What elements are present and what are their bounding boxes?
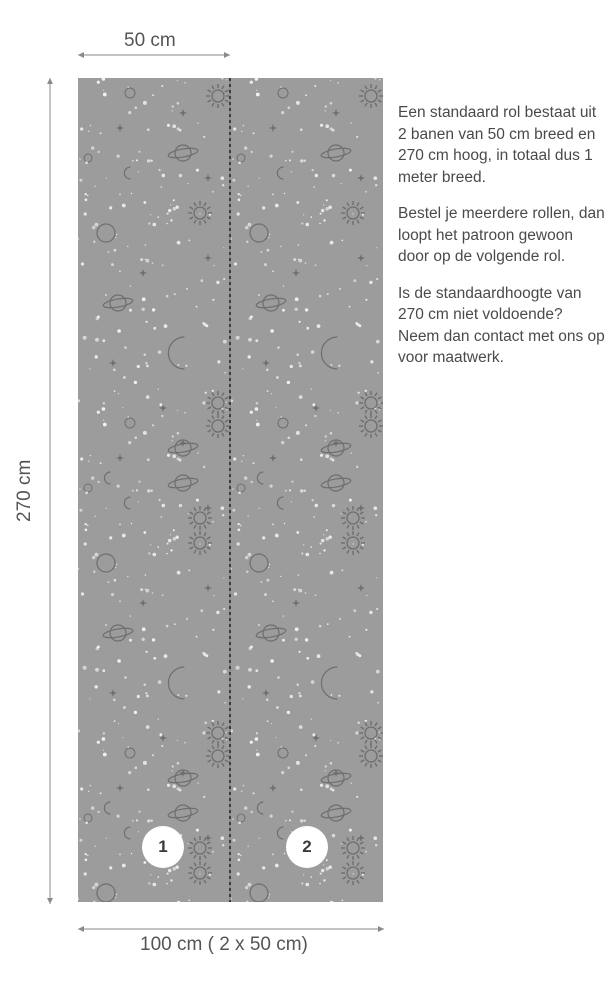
crescent-moon-icon — [257, 472, 263, 484]
crescent-moon-icon — [124, 167, 130, 179]
planet-icon — [256, 625, 287, 641]
width-dimension-label: 50 cm — [124, 30, 176, 51]
star-icon — [292, 599, 300, 607]
sun-icon — [206, 414, 230, 438]
sun-icon — [188, 531, 212, 555]
panel-number-badge-2: 2 — [286, 826, 328, 868]
star-icon — [116, 124, 124, 132]
wallpaper-panel-1 — [78, 78, 230, 902]
star-icon — [139, 599, 147, 607]
crescent-moon-icon — [124, 827, 130, 839]
star-icon — [357, 174, 365, 182]
crescent-moon-icon — [321, 337, 337, 369]
wallpaper-panel-2 — [231, 78, 383, 902]
crescent-moon-icon — [321, 667, 337, 699]
total-width-dimension-label: 100 cm ( 2 x 50 cm) — [140, 934, 308, 955]
crescent-moon-icon — [104, 802, 110, 814]
planet-icon — [321, 475, 352, 491]
star-icon — [109, 359, 117, 367]
total-width-dimension-arrow — [76, 924, 386, 934]
crescent-moon-icon — [124, 497, 130, 509]
star-icon — [109, 689, 117, 697]
star-icon — [269, 454, 277, 462]
crescent-moon-icon — [104, 472, 110, 484]
star-icon — [357, 254, 365, 262]
crescent-moon-icon — [168, 337, 184, 369]
height-dimension-arrow — [45, 76, 55, 906]
star-icon — [179, 109, 187, 117]
sun-icon — [206, 84, 230, 108]
star-icon — [332, 109, 340, 117]
planet-icon — [168, 805, 199, 821]
planet-icon — [103, 625, 134, 641]
star-icon — [204, 254, 212, 262]
planet-icon — [168, 145, 199, 161]
star-icon — [269, 784, 277, 792]
planet-icon — [103, 295, 134, 311]
star-icon — [357, 834, 365, 842]
panel-seam — [229, 78, 231, 902]
info-paragraph-custom-size: Is de standaardhoogte van 270 cm niet voldoende? Neem dan contact met ons op voor maatwerk. — [398, 284, 605, 366]
star-icon — [357, 584, 365, 592]
sun-icon — [359, 744, 383, 768]
sun-icon — [341, 531, 365, 555]
panel-number-badge-1: 1 — [142, 826, 184, 868]
planet-icon — [321, 145, 352, 161]
sun-icon — [188, 861, 212, 885]
planet-icon — [168, 475, 199, 491]
star-icon — [269, 124, 277, 132]
star-icon — [204, 834, 212, 842]
star-icon — [262, 359, 270, 367]
star-icon — [116, 784, 124, 792]
star-icon — [292, 269, 300, 277]
roll-info-text — [398, 102, 608, 384]
crescent-moon-icon — [277, 827, 283, 839]
sun-icon — [341, 201, 365, 225]
planet-icon — [256, 295, 287, 311]
sun-icon — [359, 414, 383, 438]
sun-icon — [341, 861, 365, 885]
planet-icon — [321, 805, 352, 821]
height-dimension-label: 270 cm — [14, 459, 35, 522]
crescent-moon-icon — [168, 667, 184, 699]
crescent-moon-icon — [257, 802, 263, 814]
info-paragraph-standard-roll: Een standaard rol bestaat uit 2 banen van 50 cm breed en 270 cm hoog, in totaal dus 1 meter breed. — [398, 104, 597, 186]
star-icon — [204, 174, 212, 182]
crescent-moon-icon — [277, 167, 283, 179]
sun-icon — [359, 84, 383, 108]
star-icon — [116, 454, 124, 462]
crescent-moon-icon — [277, 497, 283, 509]
star-icon — [139, 269, 147, 277]
info-paragraph-multiple-rolls: Bestel je meerdere rollen, dan loopt het patroon gewoon door op de volgende rol. — [398, 205, 605, 265]
wallpaper-preview — [78, 78, 383, 902]
star-icon — [204, 584, 212, 592]
sun-icon — [188, 201, 212, 225]
sun-icon — [206, 744, 230, 768]
star-icon — [357, 504, 365, 512]
star-icon — [204, 504, 212, 512]
star-icon — [262, 689, 270, 697]
